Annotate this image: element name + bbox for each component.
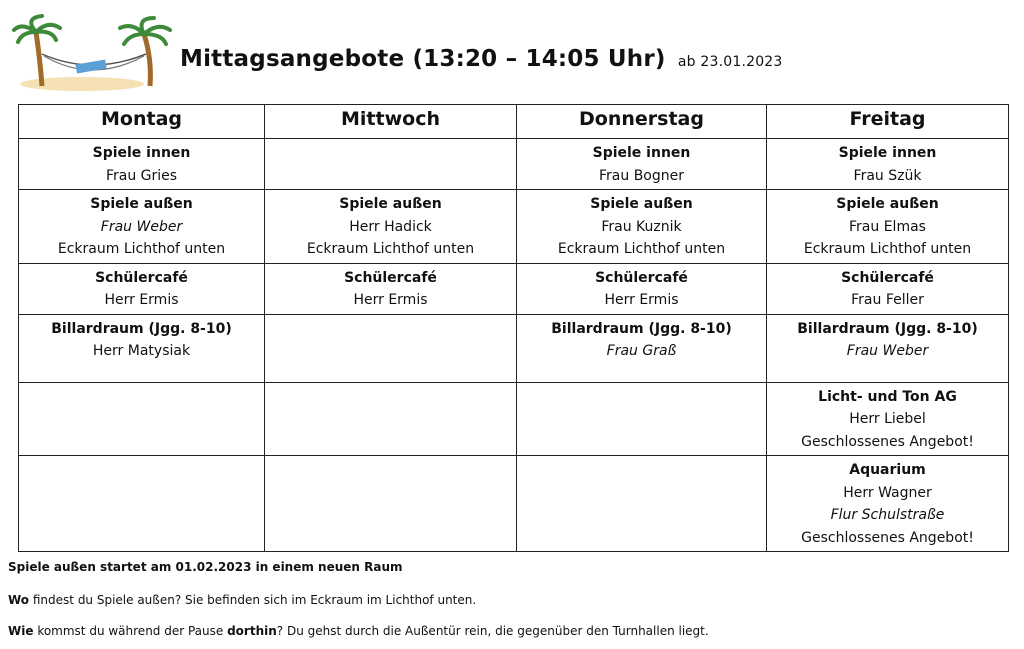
teacher-name: Frau Feller [851, 292, 924, 308]
teacher-name: Frau Kuznik [601, 218, 682, 235]
activity-name: Spiele außen [836, 196, 939, 212]
day-header-montag: Montag [19, 105, 265, 139]
table-row [19, 382, 1009, 456]
note-line-2-text: findest du Spiele außen? Sie befinden sich im Eckraum im Lichthof unten. [29, 593, 477, 607]
table-row [19, 190, 1009, 264]
schedule-cell [767, 314, 1009, 382]
day-header-row [19, 105, 1009, 139]
schedule-cell-empty [265, 314, 517, 382]
note-line-3-text: ? Du gehst durch die Außentür rein, die gegenüber den Turnhallen liegt. [276, 624, 709, 638]
location-text: Eckraum Lichthof unten [306, 241, 475, 257]
activity-name: Spiele außen [90, 196, 193, 212]
table-row [19, 263, 1009, 314]
table-row [19, 456, 1009, 552]
closed-offer-note: Geschlossenes Angebot! [801, 433, 974, 450]
teacher-name: Herr Matysiak [92, 343, 191, 359]
note-line-2-bold: Wo [8, 593, 30, 607]
schedule-cell [19, 314, 265, 382]
schedule-cell-empty [19, 382, 265, 456]
valid-from-date: ab 23.01.2023 [677, 54, 783, 70]
note-line-3-bold-1: Wie [8, 624, 34, 638]
note-line-1-text: Spiele außen startet am 01.02.2023 in einem neuen Raum [8, 560, 403, 574]
teacher-name: Frau Szük [853, 167, 922, 184]
schedule-cell [517, 190, 767, 264]
table-row [19, 314, 1009, 382]
note-line-3 [8, 624, 709, 638]
day-header-donnerstag: Donnerstag [517, 105, 767, 139]
schedule-cell [19, 139, 265, 190]
activity-name: Spiele innen [92, 145, 191, 161]
teacher-name: Herr Liebel [849, 411, 926, 427]
page-title [180, 46, 783, 72]
teacher-name: Frau Weber [846, 343, 929, 359]
location-text: Flur Schulstraße [830, 507, 945, 523]
activity-name: Billardraum (Jgg. 8-10) [551, 320, 732, 337]
note-line-2 [8, 593, 476, 607]
activity-name: Spiele außen [590, 196, 693, 212]
note-line-1 [8, 560, 403, 574]
location-text: Eckraum Lichthof unten [557, 241, 726, 257]
schedule-cell [767, 456, 1009, 552]
teacher-name: Herr Ermis [604, 292, 679, 308]
schedule-cell-empty [265, 139, 517, 190]
activity-name: Licht- und Ton AG [818, 388, 957, 405]
schedule-cell-empty [265, 382, 517, 456]
activity-name: Aquarium [849, 462, 926, 478]
title-text: Mittagsangebote (13:20 – 14:05 Uhr) [180, 46, 666, 72]
teacher-name: Frau Weber [100, 218, 183, 235]
schedule-cell [19, 263, 265, 314]
day-header-freitag: Freitag [767, 105, 1009, 139]
schedule-cell [517, 263, 767, 314]
activity-name: Billardraum (Jgg. 8-10) [797, 320, 978, 337]
schedule-cell [517, 314, 767, 382]
teacher-name: Herr Hadick [349, 218, 432, 235]
day-header-mittwoch: Mittwoch [265, 105, 517, 139]
teacher-name: Frau Elmas [849, 218, 926, 235]
schedule-cell-empty [517, 382, 767, 456]
teacher-name: Frau Bogner [599, 167, 684, 184]
activity-name: Schülercafé [344, 269, 437, 286]
schedule-cell [767, 263, 1009, 314]
schedule-cell-empty [19, 456, 265, 552]
schedule-cell [517, 139, 767, 190]
schedule-cell [19, 190, 265, 264]
activity-name: Schülercafé [841, 269, 934, 286]
schedule-cell [767, 382, 1009, 456]
activity-name: Billardraum (Jgg. 8-10) [51, 320, 232, 337]
activity-name: Schülercafé [95, 269, 188, 286]
teacher-name: Frau Gries [105, 167, 178, 184]
activity-name: Schülercafé [595, 269, 688, 286]
teacher-name: Herr Wagner [843, 484, 932, 501]
table-row [19, 139, 1009, 190]
schedule-cell-empty [517, 456, 767, 552]
schedule-cell [265, 190, 517, 264]
note-line-3-bold-2: dorthin [227, 624, 277, 638]
teacher-name: Herr Ermis [353, 292, 428, 308]
teacher-name: Frau Graß [606, 343, 677, 359]
schedule-table [18, 104, 1009, 552]
closed-offer-note: Geschlossenes Angebot! [801, 529, 974, 546]
schedule-cell [265, 263, 517, 314]
activity-name: Spiele außen [339, 196, 442, 212]
palm-hammock-logo [12, 14, 172, 92]
note-line-3-mid: kommst du während der Pause [33, 624, 228, 638]
activity-name: Spiele innen [592, 145, 691, 161]
schedule-cell-empty [265, 456, 517, 552]
schedule-cell [767, 139, 1009, 190]
location-text: Eckraum Lichthof unten [803, 241, 972, 257]
location-text: Eckraum Lichthof unten [57, 241, 226, 257]
schedule-cell [767, 190, 1009, 264]
activity-name: Spiele innen [838, 145, 937, 161]
teacher-name: Herr Ermis [104, 292, 179, 308]
